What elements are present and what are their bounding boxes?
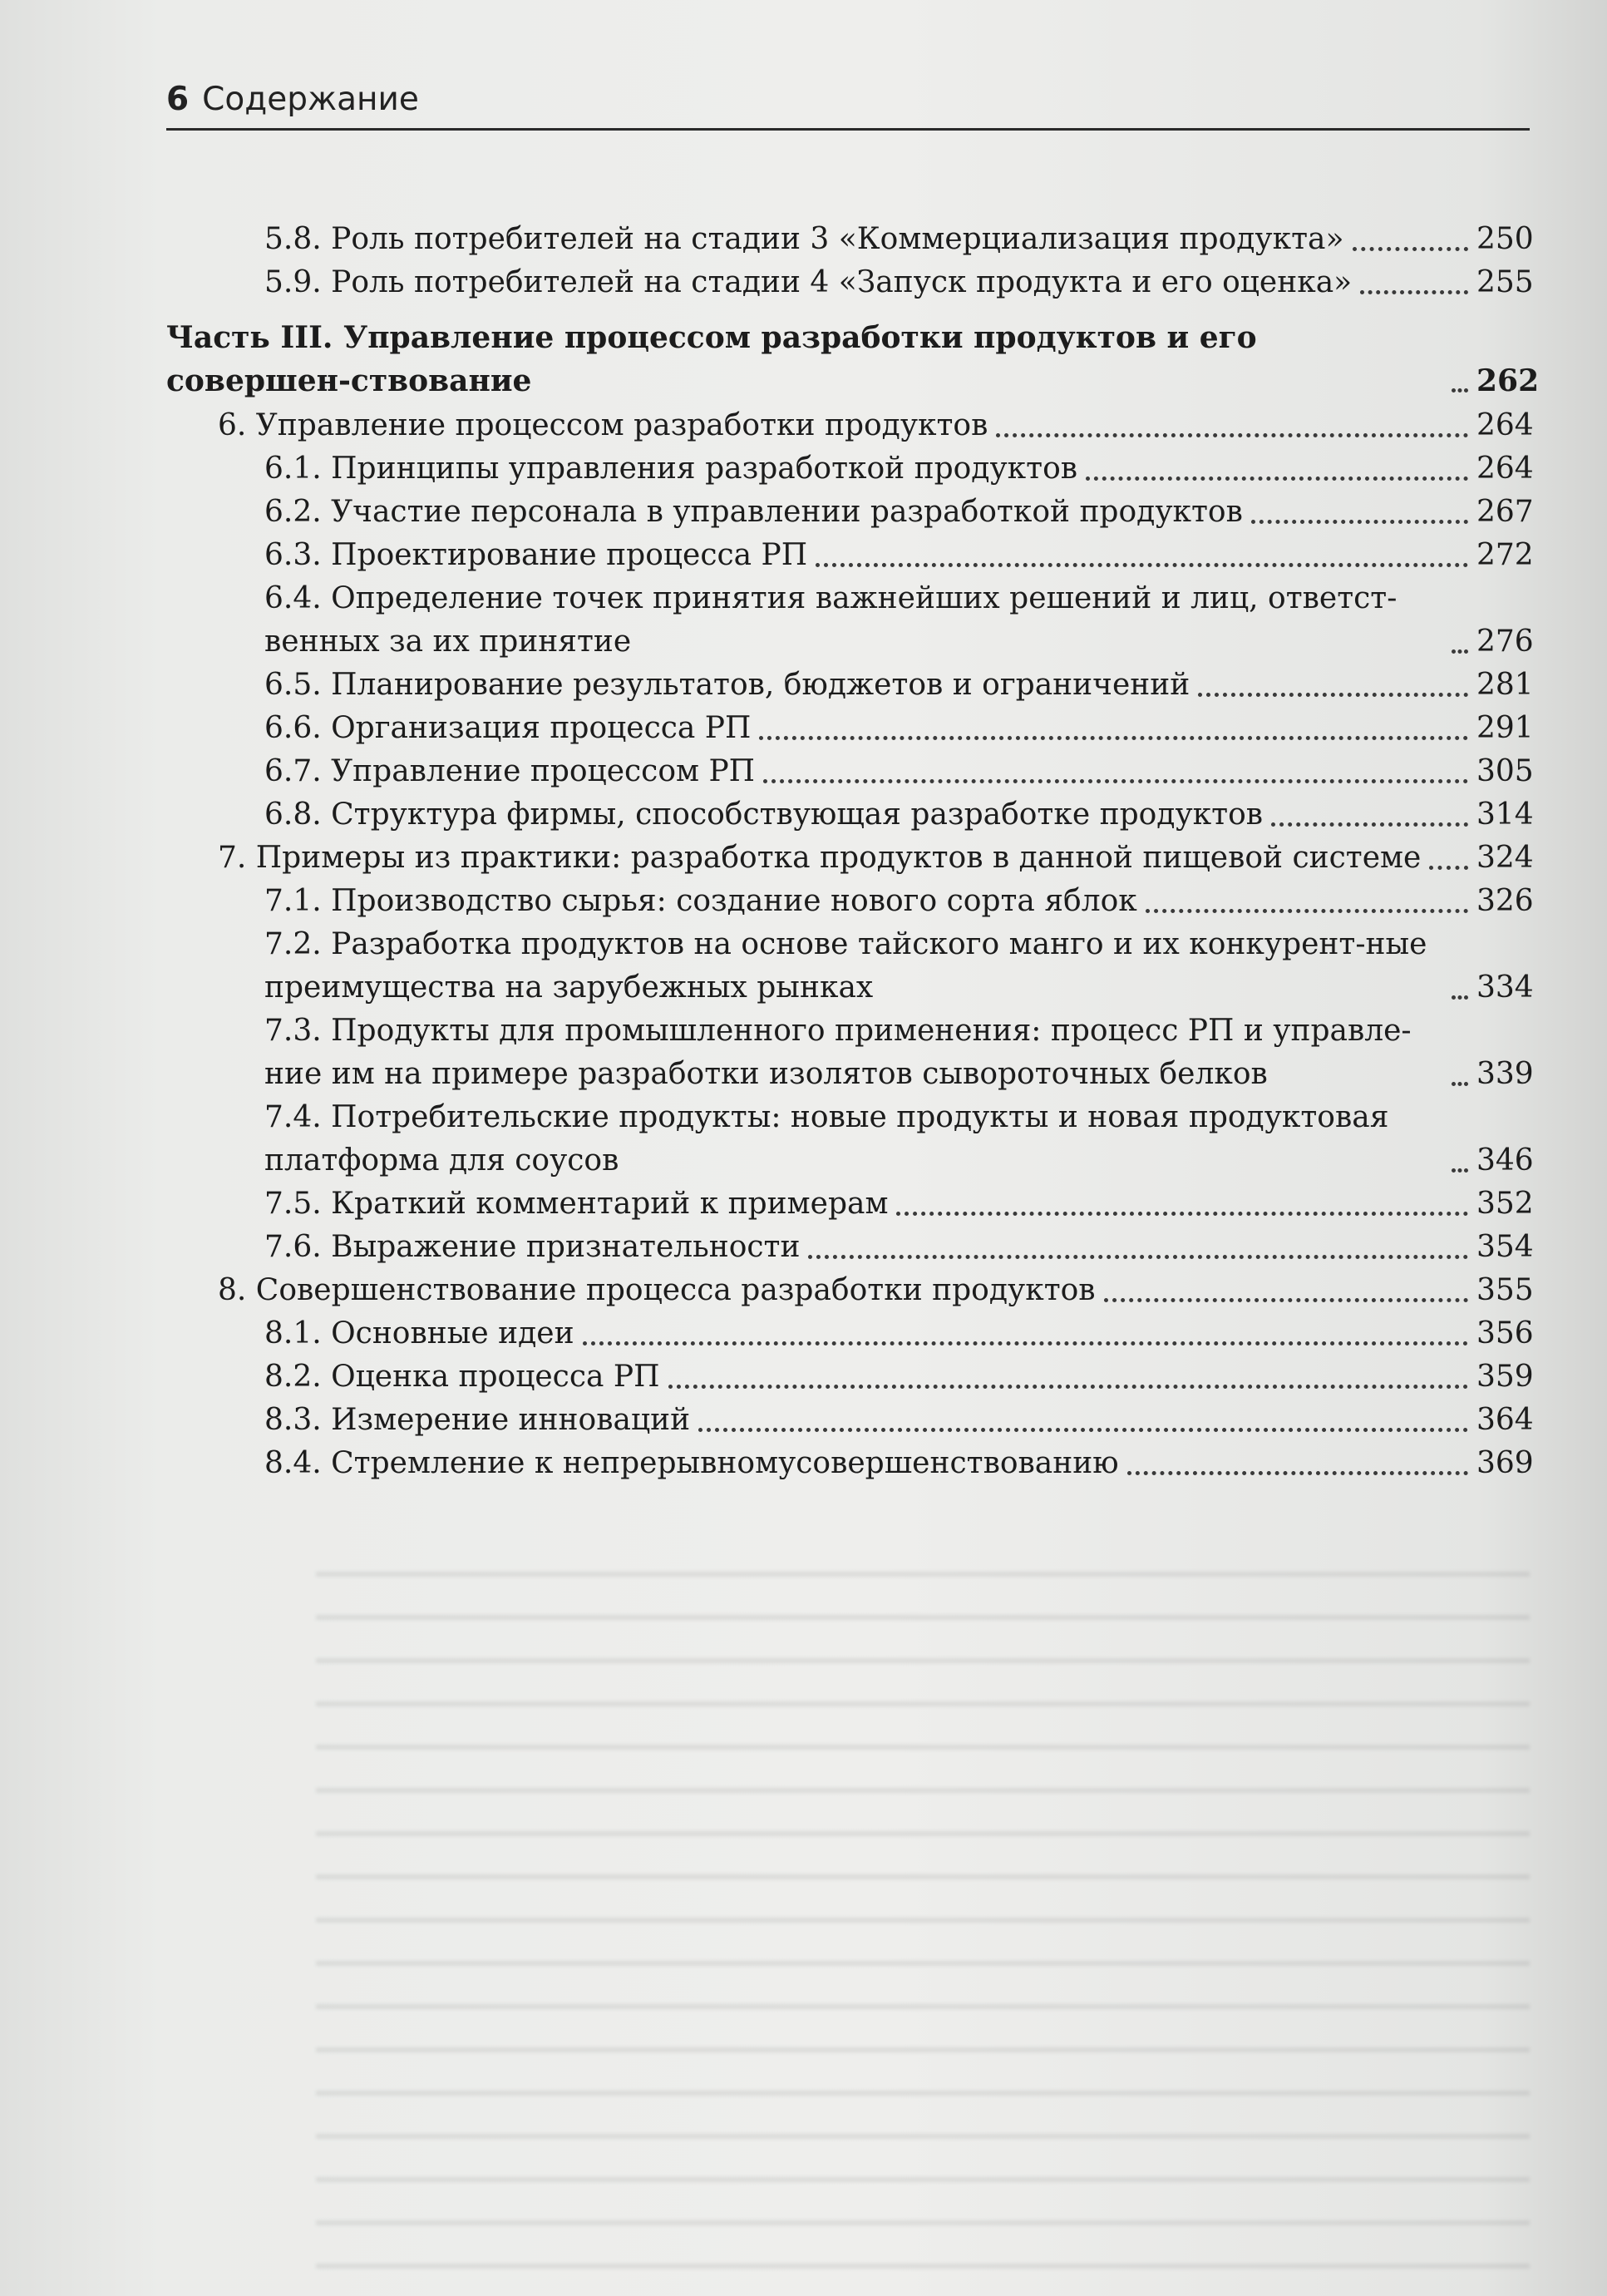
dot-leader	[1271, 822, 1468, 827]
toc-entry-title: Часть III. Управление процессом разработки продуктов и его совершен-ствование	[166, 320, 1257, 398]
toc-entry-page: 267	[1476, 495, 1534, 529]
toc-section-entry	[166, 880, 1534, 923]
dot-leader	[1452, 995, 1468, 1000]
dot-leader	[583, 1341, 1468, 1346]
running-head	[166, 80, 1530, 131]
toc-entry-page: 326	[1476, 884, 1534, 918]
toc-section-entry	[166, 261, 1534, 304]
toc-entry-page: 272	[1476, 538, 1534, 572]
toc-entry-title: 6.3. Проектирование процесса РП	[264, 538, 808, 572]
toc-entry-page: 314	[1476, 797, 1534, 832]
toc-entry-title: 7. Примеры из практики: разработка продуктов в данной пищевой системе	[218, 841, 1422, 875]
dot-leader	[1360, 290, 1468, 294]
dot-leader	[1452, 649, 1468, 654]
dot-leader	[1146, 909, 1468, 913]
toc-entry-title: 5.9. Роль потребителей на стадии 4 «Запуск продукта и его оценка»	[264, 265, 1353, 299]
dot-leader	[1452, 388, 1468, 393]
toc-entry-page: 255	[1476, 265, 1534, 299]
dot-leader	[1198, 693, 1468, 697]
toc-entry-title: 6.8. Структура фирмы, способствующая разработке продуктов	[264, 797, 1264, 832]
toc-entry-page: 250	[1476, 222, 1534, 256]
toc-entry-page: 281	[1476, 668, 1534, 702]
toc-entry-title: 6. Управление процессом разработки продуктов	[218, 408, 988, 442]
toc-entry-page: 334	[1476, 970, 1534, 1005]
toc-section-entry	[166, 1312, 1534, 1355]
dot-leader	[668, 1385, 1468, 1389]
toc-entry-title: 6.7. Управление процессом РП	[264, 754, 756, 788]
toc-section-entry	[166, 1096, 1534, 1183]
toc-entry-page: 354	[1476, 1230, 1534, 1264]
toc-entry-title: 8. Совершенствование процесса разработки продуктов	[218, 1273, 1096, 1307]
page-number: 6	[166, 81, 190, 118]
dot-leader	[996, 433, 1468, 437]
toc-entry-page: 324	[1476, 841, 1534, 875]
toc-entry-page: 291	[1476, 711, 1534, 745]
toc-entry-page: 356	[1476, 1316, 1534, 1350]
toc-entry-page: 352	[1476, 1187, 1534, 1221]
toc-section-entry	[166, 707, 1534, 750]
toc-entry-title: 8.2. Оценка процесса РП	[264, 1360, 660, 1394]
toc-entry-title: 6.5. Планирование результатов, бюджетов и ограничений	[264, 668, 1190, 702]
toc-entry-title: 8.1. Основные идеи	[264, 1316, 574, 1350]
toc-entry-page: 264	[1476, 452, 1534, 486]
toc-entry-title: 6.4. Определение точек принятия важнейших решений и лиц, ответст-венных за их принятие	[264, 581, 1397, 659]
toc-entry-page: 339	[1476, 1057, 1534, 1091]
dot-leader	[1127, 1471, 1468, 1475]
section-title: Содержание	[202, 81, 419, 118]
toc-chapter-entry	[166, 837, 1534, 880]
toc-entry-page: 262	[1476, 363, 1540, 398]
toc-chapter-entry	[166, 1269, 1534, 1312]
toc-entry-page: 305	[1476, 754, 1534, 788]
toc-section-entry	[166, 793, 1534, 837]
toc-section-entry	[166, 1183, 1534, 1226]
dot-leader	[1452, 1168, 1468, 1173]
toc-entry-title: 7.5. Краткий комментарий к примерам	[264, 1187, 889, 1221]
toc-section-entry	[166, 923, 1534, 1010]
toc-entry-title: 7.6. Выражение признательности	[264, 1230, 801, 1264]
dot-leader	[816, 563, 1468, 567]
toc-section-entry	[166, 1355, 1534, 1399]
dot-leader	[1353, 247, 1468, 251]
toc-section-entry	[166, 664, 1534, 707]
toc-section-entry	[166, 491, 1534, 534]
toc-entry-title: 6.6. Организация процесса РП	[264, 711, 752, 745]
toc-section-entry	[166, 750, 1534, 793]
toc-entry-page: 369	[1476, 1446, 1534, 1480]
dot-leader	[896, 1212, 1468, 1216]
dot-leader	[1251, 520, 1468, 524]
dot-leader	[1086, 476, 1468, 481]
dot-leader	[808, 1255, 1468, 1259]
toc-entry-title: 5.8. Роль потребителей на стадии 3 «Коммерциализация продукта»	[264, 222, 1344, 256]
toc-entry-page: 276	[1476, 625, 1534, 659]
toc-entry-title: 8.4. Стремление к непрерывномусовершенствованию	[264, 1446, 1119, 1480]
toc-entry-title: 7.4. Потребительские продукты: новые продукты и новая продуктовая платформа для соусов	[264, 1100, 1389, 1178]
toc-entry-title: 7.1. Производство сырья: создание нового сорта яблок	[264, 884, 1137, 918]
dot-leader	[763, 779, 1468, 783]
dot-leader	[1452, 1082, 1468, 1086]
bleed-through-text	[316, 1547, 1530, 2279]
toc-section-entry	[166, 1010, 1534, 1096]
toc-section-entry	[166, 218, 1534, 261]
toc-section-entry	[166, 1399, 1534, 1442]
toc-section-entry	[166, 577, 1534, 664]
toc-entry-title: 7.2. Разработка продуктов на основе тайского манго и их конкурент-ные преимущества на зарубежных рынках	[264, 927, 1427, 1005]
toc-section-entry	[166, 534, 1534, 577]
toc-entry-title: 6.2. Участие персонала в управлении разработкой продуктов	[264, 495, 1243, 529]
dot-leader	[759, 736, 1468, 740]
toc-part-entry	[166, 316, 1540, 402]
toc-entry-page: 355	[1476, 1273, 1534, 1307]
toc-entry-title: 7.3. Продукты для промышленного применения: процесс РП и управле-ние им на примере разработки изолятов сывороточных белков	[264, 1014, 1412, 1091]
dot-leader	[1429, 866, 1468, 870]
toc-entry-page: 359	[1476, 1360, 1534, 1394]
toc-section-entry	[166, 1226, 1534, 1269]
dot-leader	[698, 1428, 1468, 1432]
toc-section-entry	[166, 1442, 1534, 1485]
table-of-contents	[166, 218, 1540, 1485]
toc-entry-page: 346	[1476, 1143, 1534, 1178]
toc-entry-title: 6.1. Принципы управления разработкой продуктов	[264, 452, 1078, 486]
toc-entry-page: 364	[1476, 1403, 1534, 1437]
toc-section-entry	[166, 447, 1534, 491]
toc-entry-title: 8.3. Измерение инноваций	[264, 1403, 691, 1437]
dot-leader	[1104, 1298, 1468, 1302]
toc-chapter-entry	[166, 404, 1534, 447]
toc-entry-page: 264	[1476, 408, 1534, 442]
